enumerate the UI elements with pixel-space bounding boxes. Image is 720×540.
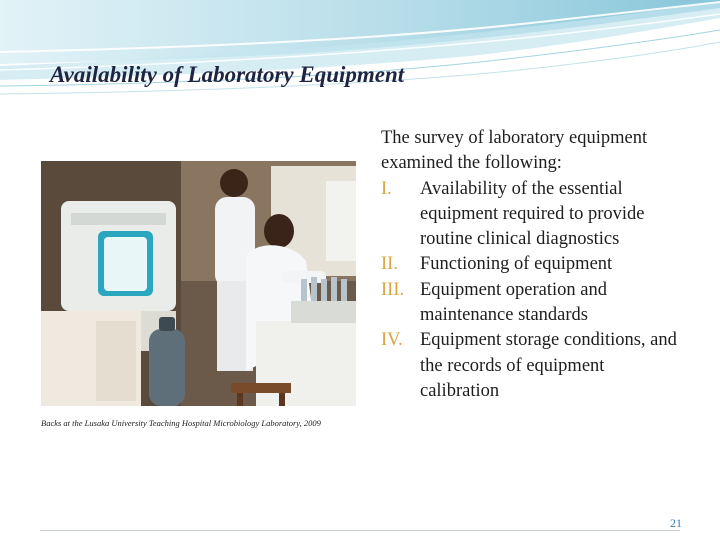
- list-numeral: I.: [381, 178, 392, 199]
- slide-title: Availability of Laboratory Equipment: [50, 62, 405, 87]
- list-numeral: IV.: [381, 330, 403, 351]
- list-numeral: II.: [381, 254, 398, 275]
- laboratory-photo: [41, 161, 356, 406]
- list-numeral: III.: [381, 279, 405, 300]
- list-item-text: Availability of the essential equipment required to provide routine clinical diagnostics: [420, 178, 645, 250]
- list-item: [381, 177, 681, 253]
- page-number: 21: [670, 516, 682, 530]
- survey-description: [381, 126, 681, 404]
- list-item: [381, 252, 681, 277]
- survey-items-list: [381, 177, 681, 405]
- header-wave-decoration: [0, 0, 720, 110]
- list-item-text: Functioning of equipment: [420, 254, 613, 275]
- intro-text: The survey of laboratory equipment examined the following:: [381, 128, 648, 174]
- list-item-text: Equipment storage conditions, and the records of equipment calibration: [420, 330, 677, 401]
- footer-divider: [40, 530, 680, 531]
- list-item-text: Equipment operation and maintenance standards: [420, 279, 608, 326]
- photo-caption: Backs at the Lusaka University Teaching Hospital Microbiology Laboratory, 2009: [41, 418, 321, 428]
- list-item: [381, 328, 681, 404]
- list-item: [381, 278, 681, 329]
